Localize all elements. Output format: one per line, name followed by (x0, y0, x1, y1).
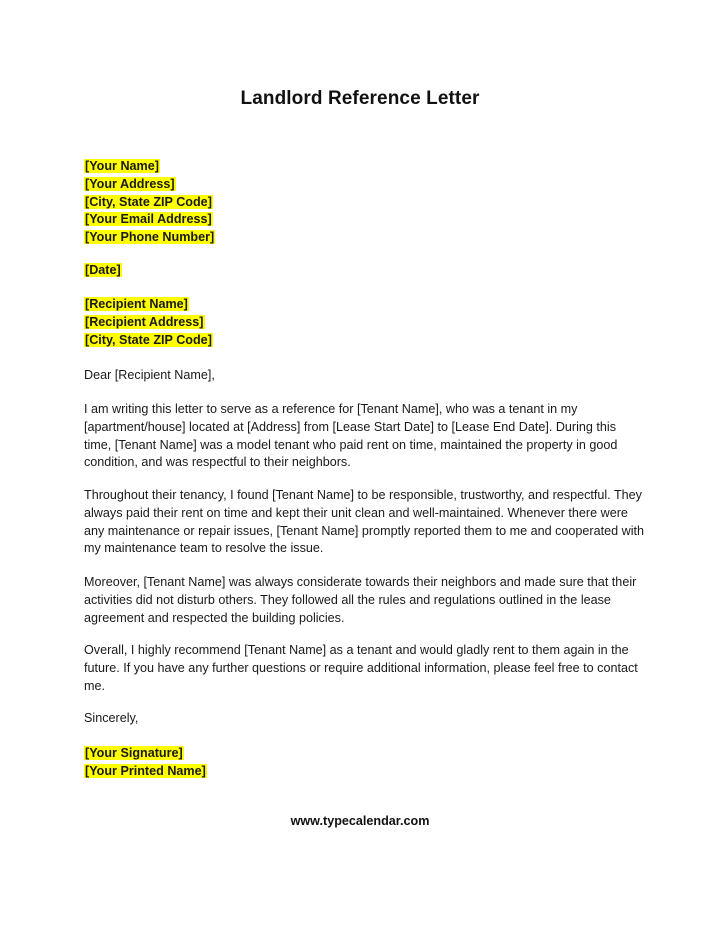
paragraph-2-block (84, 487, 644, 558)
sender-name: [Your Name] (85, 159, 159, 173)
recipient-city-state-zip: [City, State ZIP Code] (85, 332, 212, 347)
footer-website: www.typecalendar.com (290, 814, 430, 828)
sender-address: [Your Address] (85, 176, 175, 191)
date-block (84, 262, 644, 280)
paragraph-1-block (84, 401, 644, 472)
salutation-block (84, 367, 644, 385)
body-paragraph: Overall, I highly recommend [Tenant Name] as a tenant and would gladly rent to them again in the future. If you have any further questions or require additional information, please feel free to contact me. (84, 643, 638, 693)
body-paragraph: I am writing this letter to serve as a reference for [Tenant Name], who was a tenant in my [apartment/house] located at [Address] from [Lease Start Date] to [Lease End Date]. During this time, [Tenant Name] was a model tenant who paid rent on time, maintained the property in good condition, and was respectful to their neighbors. (84, 402, 618, 470)
sender-phone: [Your Phone Number] (85, 230, 215, 245)
printed-name: [Your Printed Name] (85, 763, 206, 778)
closing-block (84, 710, 644, 728)
recipient-block (84, 296, 644, 349)
body-paragraph: Throughout their tenancy, I found [Tenant Name] to be responsible, trustworthy, and respectful. They always paid their rent on time and kept their unit clean and well-maintained. Whenever there were any maintenance or repair issues, [Tenant Name] promptly reported them to me and cooperated with my maintenance team to resolve the issue. (84, 488, 645, 556)
paragraph-3-block (84, 574, 644, 627)
document-title: Landlord Reference Letter (240, 88, 480, 109)
recipient-address: [Recipient Address] (85, 314, 204, 329)
paragraph-4-block (84, 642, 644, 695)
signature: [Your Signature] (85, 746, 183, 760)
letter-date: [Date] (85, 263, 121, 277)
recipient-name: [Recipient Name] (85, 297, 188, 311)
closing: Sincerely, (84, 711, 139, 725)
salutation: Dear [Recipient Name], (84, 368, 215, 382)
sender-block (84, 158, 644, 247)
body-paragraph: Moreover, [Tenant Name] was always considerate towards their neighbors and made sure that their activities did not disturb others. They followed all the rules and regulations outlined in the lease agreement and respected the building policies. (84, 575, 637, 625)
sender-city-state-zip: [City, State ZIP Code] (85, 194, 212, 209)
sender-email: [Your Email Address] (85, 212, 212, 227)
signature-block (84, 745, 644, 781)
